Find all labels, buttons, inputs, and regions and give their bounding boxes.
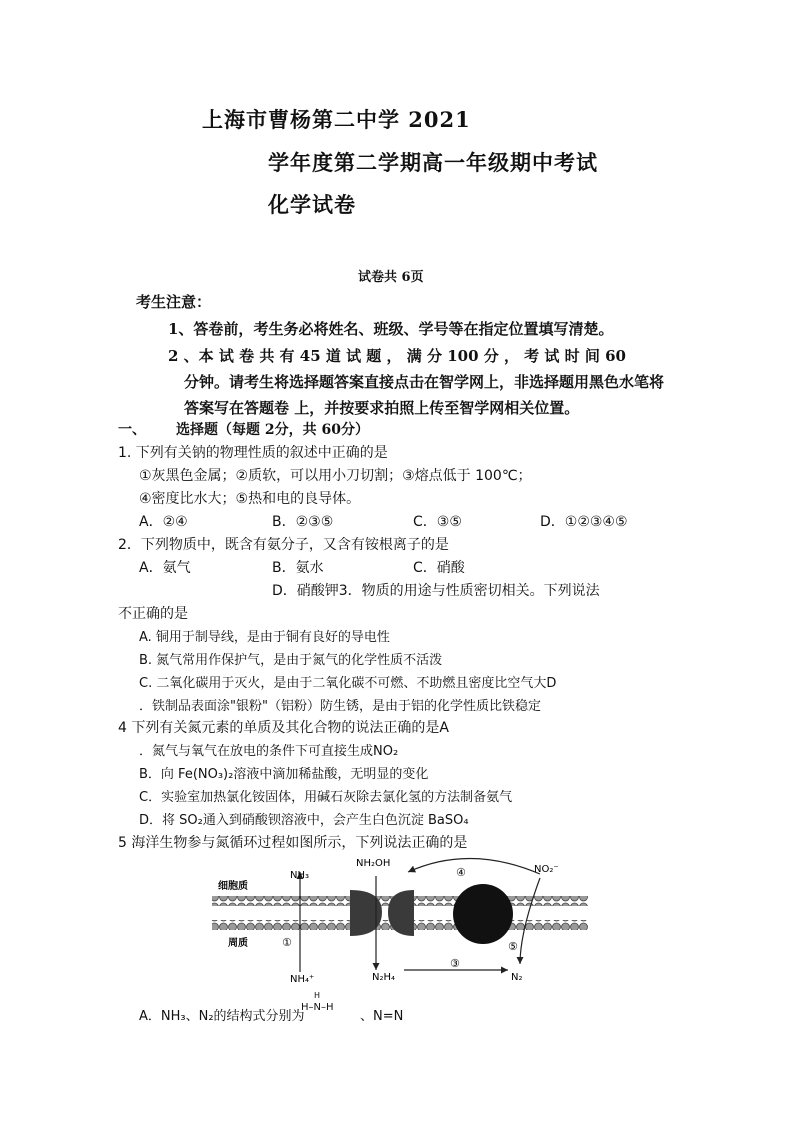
section-title: 选择题（每题 2分，共 60分） — [176, 422, 369, 438]
q5-stem: 5 海洋生物参与氮循环过程如图所示，下列说法正确的是 — [118, 835, 468, 851]
enzyme-sphere — [453, 884, 513, 944]
q2-option-d: D．硝酸钾3．物质的用途与性质密切相关。下列说法 — [272, 583, 600, 599]
q5-option-a: A．NH₃、N₂的结构式分别为 — [139, 1009, 305, 1024]
arrow-no2-to-nh2oh — [408, 858, 540, 874]
label-periplasm: 周质 — [228, 938, 248, 949]
q1-option-a: A．②④ — [139, 514, 188, 530]
q3-stem-continued: 不正确的是 — [118, 606, 188, 622]
notice-heading: 考生注意： — [136, 293, 212, 311]
q3-option-c: C. 二氧化碳用于灭火，是由于二氧化碳不可燃、不助燃且密度比空气大D — [139, 676, 557, 691]
q1-stem: 1. 下列有关钠的物理性质的叙述中正确的是 — [118, 445, 388, 461]
q2-option-b: B．氨水 — [272, 560, 324, 576]
q1-statements-1: ①灰黑色金属；②质软，可以用小刀切割；③熔点低于 100℃； — [139, 468, 532, 484]
label-step-1: ① — [282, 936, 292, 949]
q4-stem: 4 下列有关氮元素的单质及其化合物的说法正确的是A — [118, 720, 449, 736]
q5-option-a-n2: 、N=N — [360, 1009, 404, 1024]
q3-option-a: A. 铜用于制导线，是由于铜有良好的导电性 — [139, 630, 390, 645]
notice-item-1: 1、答卷前，考生务必将姓名、班级、学号等在指定位置填写清楚。 — [168, 320, 614, 338]
q1-option-d: D．①②③④⑤ — [540, 514, 628, 530]
title-line-3: 化学试卷 — [268, 192, 356, 217]
label-no2: NO₂⁻ — [534, 864, 559, 875]
label-n2h4: N₂H₄ — [372, 972, 396, 983]
q1-option-b: B．②③⑤ — [272, 514, 334, 530]
label-nh4: NH₄⁺ — [290, 974, 315, 985]
q1-option-c: C．③⑤ — [413, 514, 462, 530]
q4-option-a: ．氮气与氧气在放电的条件下可直接生成NO₂ — [139, 744, 399, 759]
q3-option-d: ．铁制品表面涂"银粉"（铝粉）防生锈，是由于铝的化学性质比铁稳定 — [139, 699, 541, 714]
label-nh2oh: NH₂OH — [356, 858, 391, 869]
title-line-1: 上海市曹杨第二中学 2021 — [202, 107, 471, 132]
notice-item-2-line-3: 答案写在答题卷 上，并按要求拍照上传至智学网相关位置。 — [184, 399, 580, 417]
q2-option-c: C．硝酸 — [413, 560, 465, 576]
q2-stem: 2．下列物质中，既含有氨分子，又含有铵根离子的是 — [118, 537, 449, 553]
structural-formula-h: H — [314, 991, 321, 1000]
q2-option-a: A．氨气 — [139, 560, 191, 576]
q1-statements-2: ④密度比水大；⑤热和电的良导体。 — [139, 491, 361, 507]
section-number: 一、 — [118, 422, 146, 438]
label-step-4: ④ — [456, 866, 466, 879]
q4-option-c: C．实验室加热氯化铵固体，用碱石灰除去氯化氢的方法制备氨气 — [139, 790, 513, 805]
label-nh3: NH₃ — [290, 870, 310, 881]
label-step-3: ③ — [450, 957, 460, 970]
q3-option-b: B. 氮气常用作保护气，是由于氮气的化学性质不活泼 — [139, 653, 443, 668]
notice-item-2-line-1: 2 、本 试 卷 共 有 45 道 试 题 ， 满 分 100 分 ， 考 试 时 间 60 — [168, 347, 626, 365]
label-cytoplasm: 细胞质 — [218, 881, 248, 892]
title-line-2: 学年度第二学期高一年级期中考试 — [268, 150, 598, 175]
q4-option-d: D．将 SO₂通入到硝酸钡溶液中，会产生白色沉淀 BaSO₄ — [139, 813, 469, 828]
label-step-5: ⑤ — [508, 940, 518, 953]
label-n2: N₂ — [511, 972, 523, 983]
nitrogen-cycle-figure — [210, 852, 590, 988]
notice-item-2-line-2: 分钟。请考生将选择题答案直接点击在智学网上，非选择题用黑色水笔将 — [184, 373, 665, 391]
structural-formula-nh3: H–N–H — [301, 1002, 334, 1013]
page-count: 试卷共 6页 — [358, 270, 424, 285]
q4-option-b: B．向 Fe(NO₃)₂溶液中滴加稀盐酸，无明显的变化 — [139, 767, 429, 782]
